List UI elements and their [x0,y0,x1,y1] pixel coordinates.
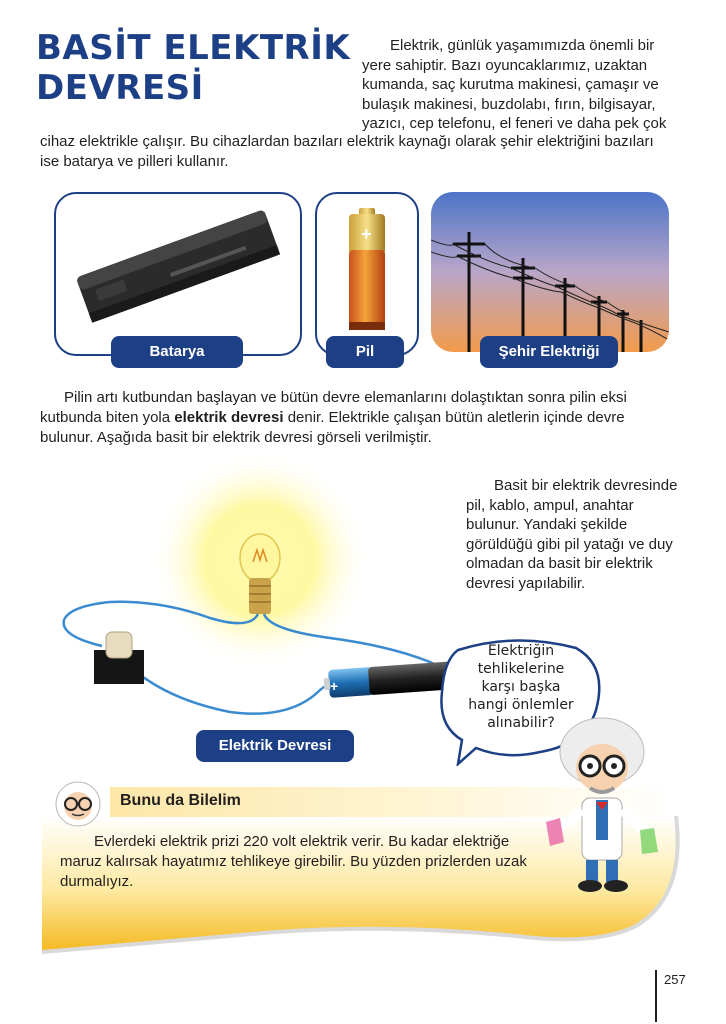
cell-plus-sign: + [361,224,372,244]
intro-line: kumanda, saç kurutma makinesi, çamaşır ve [362,76,659,93]
bilelim-title: Bunu da Bilelim [120,792,241,809]
power-lines-image-frame [431,192,669,352]
text-fragment: kutbunda biten yola [40,409,175,426]
intro-line: yazıcı, cep telefonu, el feneri ve daha pek çok [362,115,667,132]
city-electricity-label: Şehir Elektriği [480,336,618,368]
speech-line: hangi önlemler [468,697,574,713]
text-fragment: denir. Elektrikle çalışan bütün aletlerin içinde devre [283,409,625,426]
paragraph-line: pil, kablo, ampul, anahtar [466,496,634,514]
paragraph-line: Basit bir elektrik devresinde [494,477,678,494]
electric-circuit-label: Elektrik Devresi [196,730,354,762]
paragraph-line [40,408,690,428]
bilelim-paragraph [60,832,570,892]
intro-paragraph-right [362,36,692,134]
cell-image-frame [315,192,419,356]
cell-label: Pil [326,336,404,368]
speech-line: Elektriğin [487,643,555,659]
power-lines-illustration [431,192,669,352]
paragraph-line: Evlerdeki elektrik prizi 220 volt elektrik verir. Bu kadar elektriğe [94,833,510,850]
laptop-battery-illustration [56,194,300,354]
paragraph-line: Pilin artı kutbundan başlayan ve bütün devre elemanlarını dolaştıktan sonra pilin eksi [64,389,627,406]
speech-line: tehlikelerine [477,661,565,677]
page-title [36,28,376,108]
circuit-battery-plus: + [330,678,339,694]
paragraph-line: bulunur. Yandaki şekilde [466,516,628,533]
intro-line: yere sahiptir. Bazı oyuncaklarımız, uzaktan [362,56,648,74]
intro-line: bulaşık makinesi, buzdolabı, fırın, bilgisayar, [362,95,656,113]
page-title-line2: DEVRESİ [36,68,204,108]
battery-label: Batarya [111,336,243,368]
battery-image-frame [54,192,302,356]
paragraph-line: maruz kalırsak hayatımız tehlikeye girebilir. Bu yüzden prizlerden uzak [60,853,527,870]
circuit-definition-paragraph [40,388,690,448]
page-title-line1: BASİT ELEKTRİK [36,28,351,68]
page-number: 257 [664,972,686,987]
intro-line: cihaz elektrikle çalışır. Bu cihazlardan bazıları elektrik kaynağı olarak şehir elektriğini bazıları [40,133,654,150]
bold-term-electric-circuit: elektrik devresi [174,409,284,426]
paragraph-line: devresi yapılabilir. [466,574,586,592]
electric-circuit-illustration [50,450,470,730]
intro-paragraph-full [40,132,690,171]
intro-line: Elektrik, günlük yaşamımızda önemli bir [390,37,655,54]
speech-line: alınabilir? [487,715,555,731]
scientist-character-illustration [542,706,662,896]
aa-battery-illustration [317,194,417,354]
page-number-rule [655,970,657,1022]
small-scientist-avatar [52,774,104,830]
speech-line: karşı başka [481,679,561,695]
intro-line: ise batarya ve pilleri kullanır. [40,152,229,170]
simple-circuit-paragraph [466,476,696,593]
paragraph-line: bulunur. Aşağıda basit bir elektrik devresi görseli verilmiştir. [40,429,432,446]
paragraph-line: durmalıyız. [60,873,134,890]
paragraph-line: olmadan da basit bir elektrik [466,555,653,572]
paragraph-line: görüldüğü gibi pil yatağı ve duy [466,535,673,553]
